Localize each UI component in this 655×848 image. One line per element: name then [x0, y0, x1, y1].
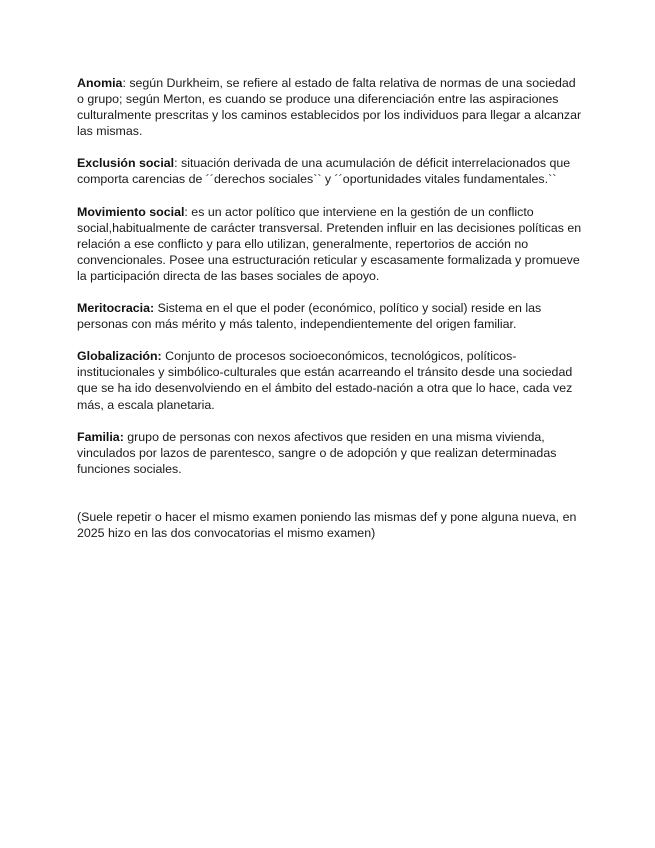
definition-text-globalizacion: Conjunto de procesos socioeconómicos, tecnológicos, políticos-institucionales y simbólico-culturales que están acarreando el tránsito desde una sociedad que se ha ido desenvolviendo en el ámbito del estado-nación a otra que lo hace, cada vez más, a escala planetaria. [77, 349, 573, 412]
term-meritocracia: Meritocracia: [77, 301, 155, 316]
definition-globalizacion [77, 348, 584, 412]
term-exclusion-social: Exclusión social [77, 156, 175, 171]
exam-note: (Suele repetir o hacer el mismo examen poniendo las mismas def y pone alguna nueva, en 2025 hizo en las dos convocatorias el mismo examen) [77, 509, 577, 540]
definition-meritocracia [77, 300, 584, 332]
definition-text-exclusion-social: : situación derivada de una acumulación de déficit interrelacionados que comporta carencias de ´´derechos sociales`` y ´´oportunidades vitales fundamentales.`` [77, 156, 571, 187]
definition-familia [77, 429, 584, 477]
definition-text-anomia: : según Durkheim, se refiere al estado de falta relativa de normas de una sociedad o grupo; según Merton, es cuando se produce una diferenciación entre las aspiraciones culturalmente prescritas y los caminos establecidos por los individuos para llegar a alcanzar las mismas. [77, 76, 582, 139]
definition-anomia [77, 75, 584, 139]
definition-movimiento-social [77, 204, 584, 284]
term-movimiento-social: Movimiento social [77, 204, 185, 219]
definition-exclusion-social [77, 155, 584, 187]
term-familia: Familia: [77, 429, 124, 444]
document-page [77, 75, 584, 557]
definition-text-familia: grupo de personas con nexos afectivos que residen en una misma vivienda, vinculados por lazos de parentesco, sangre o de adopción y que realizan determinadas funciones sociales. [77, 429, 557, 476]
term-globalizacion: Globalización: [77, 349, 162, 364]
definition-text-meritocracia: Sistema en el que el poder (económico, político y social) reside en las personas con más mérito y más talento, independientemente del origen familiar. [77, 301, 542, 332]
term-anomia: Anomia [77, 76, 123, 90]
definition-text-movimiento-social: : es un actor político que interviene en la gestión de un conflicto social,habitualmente de carácter transversal. Pretenden influir en las decisiones políticas en relación a ese conflicto y para ello utilizan, generalmente, repertorios de acción no convencionales. Posee una estructuración reticular y escasamente formalizada y promueve la participación directa de las bases sociales de apoyo. [77, 204, 582, 283]
